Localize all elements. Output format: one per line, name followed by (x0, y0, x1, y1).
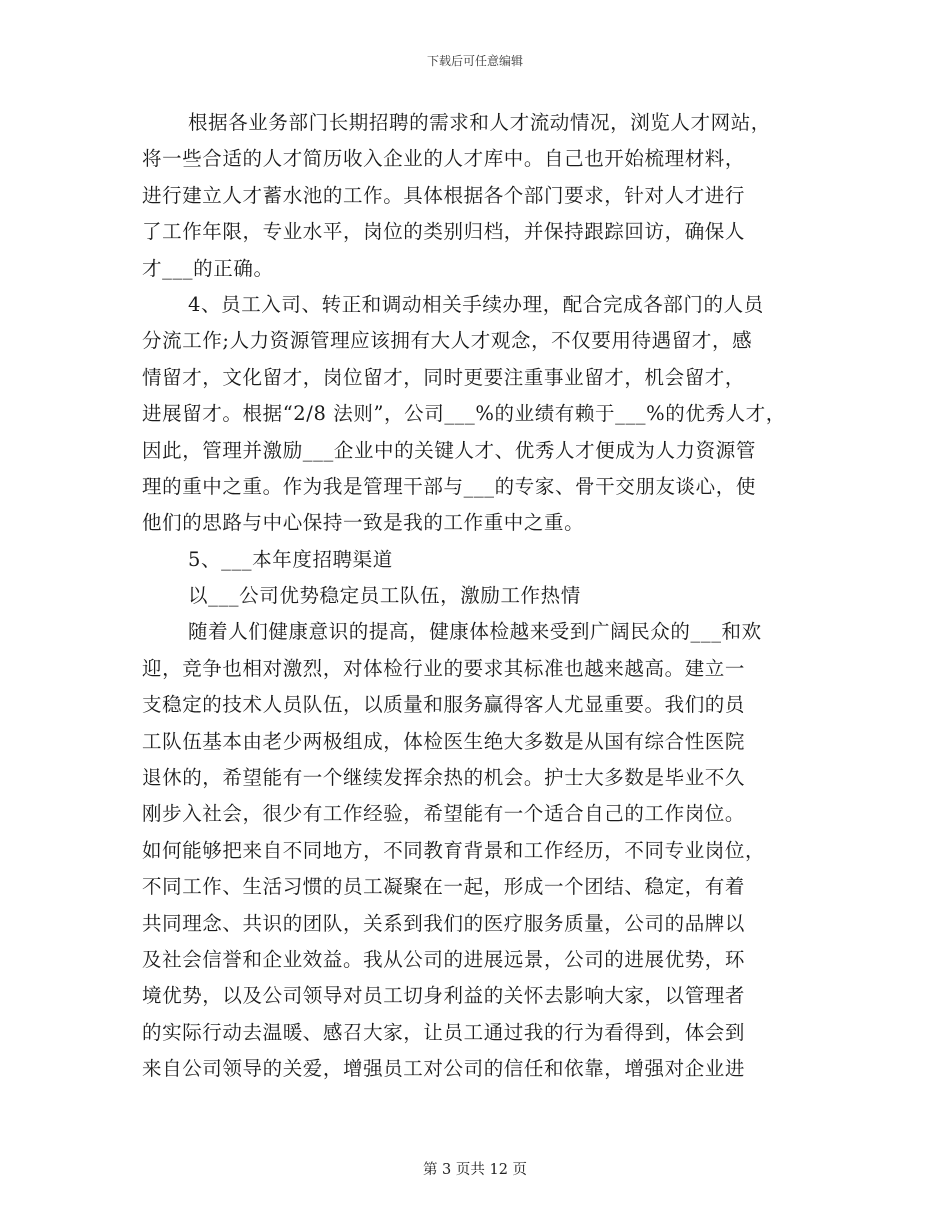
paragraph-line: 的实际行动去温暖、感召大家，让员工通过我的行为看得到，体会到 (142, 1020, 746, 1044)
paragraph-line: 不同工作、生活习惯的员工凝聚在一起，形成一个团结、稳定，有着 (142, 875, 746, 899)
section-subheading: 以___公司优势稳定员工队伍，激励工作热情 (188, 584, 581, 608)
paragraph-line: 进行建立人才蓄水池的工作。具体根据各个部门要求，针对人才进行 (142, 183, 746, 207)
paragraph-line: 共同理念、共识的团队，关系到我们的医疗服务质量，公司的品牌以 (142, 911, 746, 935)
paragraph-line: 如何能够把来自不同地方，不同教育背景和工作经历，不同专业岗位， (142, 838, 766, 862)
paragraph-line: 迎，竞争也相对激烈，对体检行业的要求其标准也越来越高。建立一 (142, 656, 746, 680)
paragraph-line: 了工作年限，专业水平，岗位的类别归档，并保持跟踪回访，确保人 (142, 220, 746, 244)
section-heading: 5、___本年度招聘渠道 (188, 547, 393, 571)
paragraph-line: 因此，管理并激励___企业中的关键人才、优秀人才便成为人力资源管 (142, 438, 756, 462)
paragraph-line: 根据各业务部门长期招聘的需求和人才流动情况，浏览人才网站， (188, 111, 771, 134)
paragraph-line: 退休的，希望能有一个继续发挥余热的机会。护士大多数是毕业不久 (142, 766, 746, 790)
page-number: 第 3 页共 12 页 (422, 1162, 528, 1178)
paragraph-line: 理的重中之重。作为我是管理干部与___的专家、骨干交朋友谈心，使 (142, 474, 756, 498)
paragraph-line: 支稳定的技术人员队伍，以质量和服务赢得客人尤显重要。我们的员 (142, 693, 746, 717)
paragraph-line: 工队伍基本由老少两极组成，体检医生绝大多数是从国有综合性医院 (142, 729, 746, 753)
page-header-note: 下载后可任意编辑 (426, 54, 523, 68)
paragraph-line: 来自公司领导的关爱，增强员工对公司的信任和依靠，增强对企业进 (142, 1057, 746, 1081)
paragraph-line: 及社会信誉和企业效益。我从公司的进展远景，公司的进展优势，环 (142, 947, 746, 971)
paragraph-line: 进展留才。根据“2/8 法则”，公司___%的业绩有赖于___%的优秀人才， (142, 402, 786, 426)
paragraph-line: 刚步入社会，很少有工作经验，希望能有一个适合自己的工作岗位。 (142, 802, 746, 826)
paragraph-line: 境优势，以及公司领导对员工切身利益的关怀去影响大家，以管理者 (142, 984, 746, 1008)
document-body (142, 105, 832, 1088)
paragraph-line: 分流工作;人力资源管理应该拥有大人才观念，不仅要用待遇留才，感 (142, 329, 753, 353)
paragraph-line: 情留才，文化留才，岗位留才，同时更要注重事业留才，机会留才， (142, 365, 746, 389)
paragraph-line: 4、员工入司、转正和调动相关手续办理，配合完成各部门的人员 (188, 292, 764, 316)
paragraph-line: 他们的思路与中心保持一致是我的工作重中之重。 (142, 511, 585, 535)
paragraph-line: 才___的正确。 (142, 256, 274, 280)
paragraph-line: 随着人们健康意识的提高，健康体检越来受到广阔民众的___和欢 (188, 620, 762, 644)
paragraph-line: 将一些合适的人才简历收入企业的人才库中。自己也开始梳理材料， (142, 147, 746, 171)
